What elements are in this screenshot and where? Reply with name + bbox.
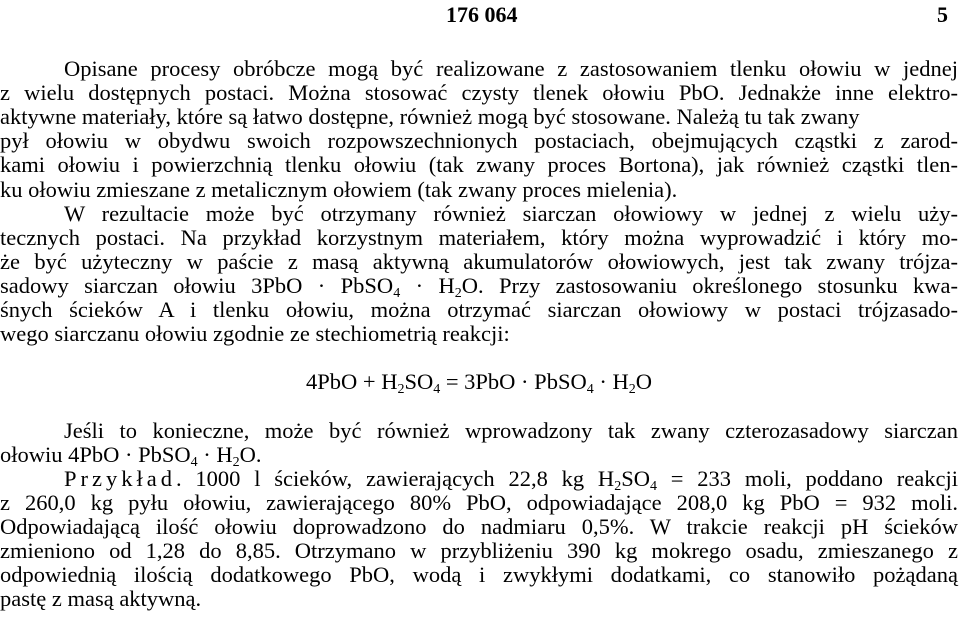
text-run: SO bbox=[621, 465, 650, 491]
subscript: 2 bbox=[628, 382, 636, 398]
text-line bbox=[0, 129, 958, 153]
text-line bbox=[0, 515, 958, 539]
subscript: 2 bbox=[232, 454, 240, 470]
text-line bbox=[0, 563, 958, 587]
text-run: z wielu dostępnych postaci. Można stosować czysty tlenek ołowiu PbO. Jednakże inne elektro- bbox=[0, 80, 958, 106]
text-line bbox=[0, 272, 958, 301]
text-run: Jeśli to konieczne, może być również wprowadzony tak zwany czterozasadowy siarczan bbox=[64, 417, 958, 443]
text-line bbox=[0, 81, 958, 105]
text-run: · H bbox=[593, 369, 629, 395]
text-run: pył ołowiu w obydwu swoich rozpowszechnionych postaciach, obejmujących cząstki z zarod- bbox=[0, 128, 958, 154]
text-line bbox=[0, 250, 958, 274]
text-line bbox=[64, 57, 958, 81]
text-run: = 3PbO · PbSO bbox=[440, 369, 587, 395]
text-run: z 260,0 kg pyłu ołowiu, zawierającego 80% PbO, odpowiadające 208,0 kg PbO = 932 moli. bbox=[0, 489, 958, 515]
text-line bbox=[64, 202, 958, 226]
text-line bbox=[0, 441, 958, 470]
text-line bbox=[0, 369, 958, 398]
text-run: zmieniono od 1,28 do 8,85. Otrzymano w przybliżeniu 390 kg mokrego osadu, zmieszanego z bbox=[0, 538, 958, 563]
subscript: 4 bbox=[433, 382, 441, 398]
text-run: kami ołowiu i powierzchnią tlenku ołowiu (tak zwany proces Bortona), jak również cząstki tlen- bbox=[0, 152, 958, 178]
text-run: SO bbox=[404, 369, 434, 395]
text-run: ku ołowiu zmieszane z metalicznym ołowiem (tak zwany proces mielenia). bbox=[0, 176, 678, 202]
subscript: 4 bbox=[649, 478, 657, 494]
text-line bbox=[0, 105, 958, 129]
text-run: ołowiu 4PbO · PbSO bbox=[0, 441, 191, 467]
text-run: . 1000 l ścieków, zawierających 22,8 kg H bbox=[175, 465, 615, 491]
text-run: że być użyteczny w paście z masą aktywną akumulatorów ołowiowych, jest tak zwany trójza- bbox=[0, 248, 958, 274]
text-run: śnych ścieków A i tlenku ołowiu, można otrzymać siarczan ołowiowy w postaci trójzasado- bbox=[0, 297, 958, 322]
text-run: · H bbox=[400, 272, 455, 298]
text-run: · H bbox=[197, 441, 233, 467]
text-line bbox=[0, 587, 958, 611]
text-run: pastę z masą aktywną. bbox=[0, 586, 202, 612]
page-header bbox=[0, 0, 960, 30]
text-run: wego siarczanu ołowiu zgodnie ze stechiometrią reakcji: bbox=[0, 321, 510, 347]
text-run: = 233 moli, poddano reakcji bbox=[656, 465, 958, 491]
document-number: 176 064 bbox=[446, 2, 518, 27]
text-line bbox=[64, 465, 958, 494]
subscript: 2 bbox=[614, 478, 622, 494]
text-line bbox=[64, 419, 958, 443]
text-line bbox=[0, 178, 958, 202]
text-run: odpowiednią ilością dodatkowego PbO, wodą i zwykłymi dodatkami, co stanowiło pożądaną bbox=[0, 562, 958, 588]
text-run: Odpowiadającą ilość ołowiu doprowadzono do nadmiaru 0,5%. W trakcie reakcji pH ścieków bbox=[0, 513, 958, 539]
text-run: O bbox=[635, 369, 652, 395]
subscript: 4 bbox=[586, 382, 594, 398]
text-line bbox=[0, 322, 958, 346]
text-run: Opisane procesy obróbcze mogą być realizowane z zastosowaniem tlenku ołowiu w jednej bbox=[64, 56, 958, 81]
text-run: aktywne materiały, które są łatwo dostępne, również mogą być stosowane. Należą tu tak zwany bbox=[0, 104, 860, 130]
text-line bbox=[0, 491, 958, 515]
text-line bbox=[0, 153, 958, 177]
example-label: Przykład bbox=[64, 465, 176, 491]
subscript: 4 bbox=[393, 285, 401, 301]
text-line bbox=[0, 539, 958, 563]
subscript: 2 bbox=[454, 285, 462, 301]
text-line bbox=[0, 298, 958, 322]
text-run: O. Przy zastosowaniu określonego stosunku kwa- bbox=[461, 272, 958, 298]
text-line bbox=[0, 226, 958, 250]
subscript: 4 bbox=[190, 454, 198, 470]
subscript: 2 bbox=[397, 382, 405, 398]
page-number: 5 bbox=[937, 2, 948, 27]
text-run: sadowy siarczan ołowiu 3PbO · PbSO bbox=[0, 272, 394, 298]
text-run: tecznych postaci. Na przykład korzystnym materiałem, który można wyprowadzić i który mo- bbox=[0, 224, 958, 250]
text-run: 4PbO + H bbox=[306, 369, 398, 395]
text-run: O. bbox=[239, 441, 262, 467]
text-run: W rezultacie może być otrzymany również siarczan ołowiowy w jednej z wielu uży- bbox=[64, 200, 958, 226]
